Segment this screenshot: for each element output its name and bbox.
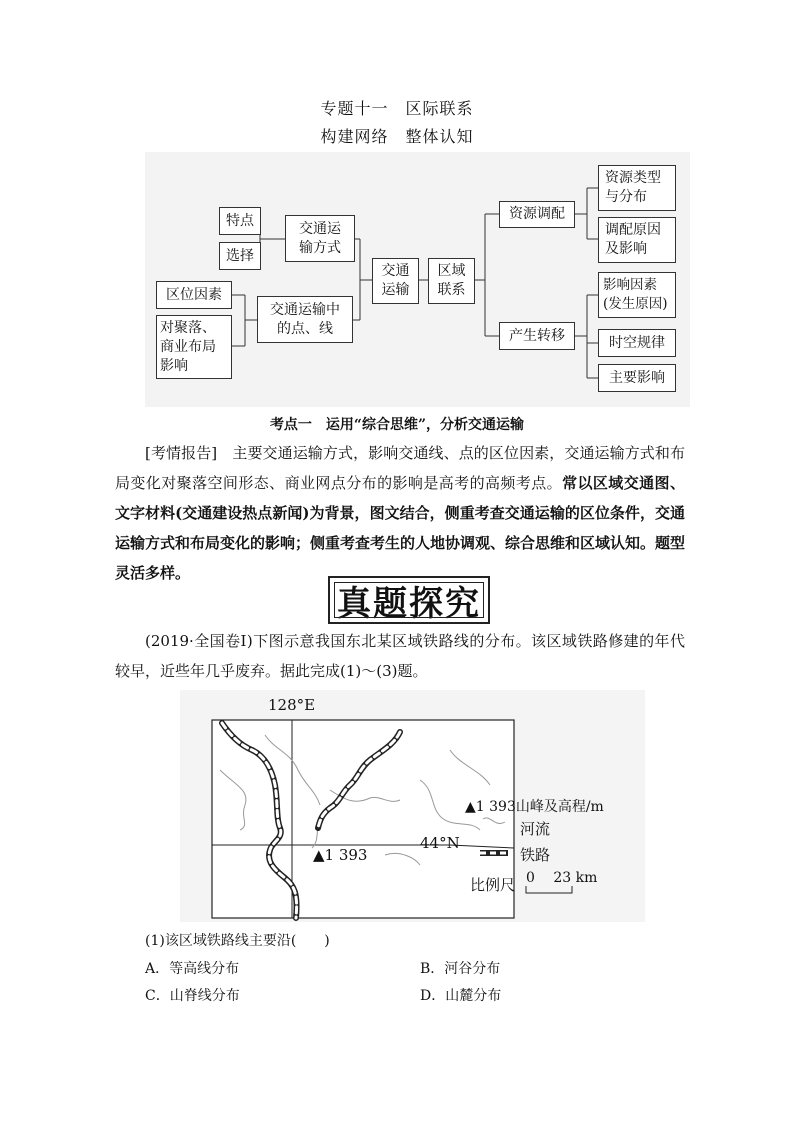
node-influencing-factors: 影响因素(发生原因) [598,272,676,318]
node-spatiotemporal-law: 时空规律 [598,329,676,357]
option-c[interactable]: C．山脊线分布 [145,988,240,1004]
section-banner [328,576,490,624]
legend-peak: ▲1 393山峰及高程/m [465,799,604,815]
node-resource-allocation: 资源调配 [499,201,575,228]
option-b[interactable]: B．河谷分布 [420,961,501,977]
node-regional-links: 区域联系 [428,258,475,304]
legend-railway: 铁路 [520,846,551,864]
exam-report-text: 主要交通运输方式，影响交通线、点的区位因素，交通运输方式和布局变化对聚落空间形态、商业网点分布的影响是高考的高频考点。 [115,444,685,492]
longitude-label: 128°E [268,696,316,714]
question-intro: (2019·全国卷Ⅰ)下图示意我国东北某区域铁路线的分布。该区域铁路修建的年代较早，近些年几乎废弃。据此完成(1)～(3)题。 [115,632,685,680]
exam-point-heading: 考点一 运用“综合思维”，分析交通运输 [269,417,525,433]
latitude-label: 44°N [420,834,460,852]
question-1-stem: (1)该区域铁路线主要沿( ) [145,933,330,949]
node-selection: 选择 [219,242,261,270]
concept-map [145,152,690,407]
node-points-lines: 交通运输中的点、线 [257,296,353,343]
node-transportation: 交通运输 [372,258,419,304]
legend-river: 河流 [520,820,551,838]
node-resource-types: 资源类型与分布 [598,165,676,211]
option-d[interactable]: D．山麓分布 [420,988,502,1004]
exam-report [115,438,685,588]
node-allocation-reasons: 调配原因及影响 [598,217,676,263]
section-title: 专题十一 区际联系 [320,99,474,118]
node-transfer: 产生转移 [499,322,575,350]
railway-map-figure [180,690,645,922]
exam-report-text-bold: 常以区域交通图、文字材料(交通建设热点新闻)为背景，图文结合，侧重考查交通运输的区位条件，交通运输方式和布局变化的影响；侧重考查考生的人地协调观、综合思维和区域认知。题型灵活多样。 [115,474,686,582]
peak-marker: ▲1 393 [313,846,368,864]
node-settlement-impact: 对聚落、商业布局影响 [156,315,232,379]
scale-label: 比例尺 [470,876,516,894]
exam-report-tag: [考情报告] [145,444,218,462]
banner-text: 真题探究 [337,583,481,624]
node-features: 特点 [219,207,261,235]
node-location-factors: 区位因素 [156,281,232,309]
section-subtitle: 构建网络 整体认知 [320,127,474,146]
node-transport-modes: 交通运输方式 [285,215,355,262]
node-main-impact: 主要影响 [598,364,676,392]
option-a[interactable]: A．等高线分布 [145,961,240,977]
scale-values: 0 23 km [526,870,598,886]
